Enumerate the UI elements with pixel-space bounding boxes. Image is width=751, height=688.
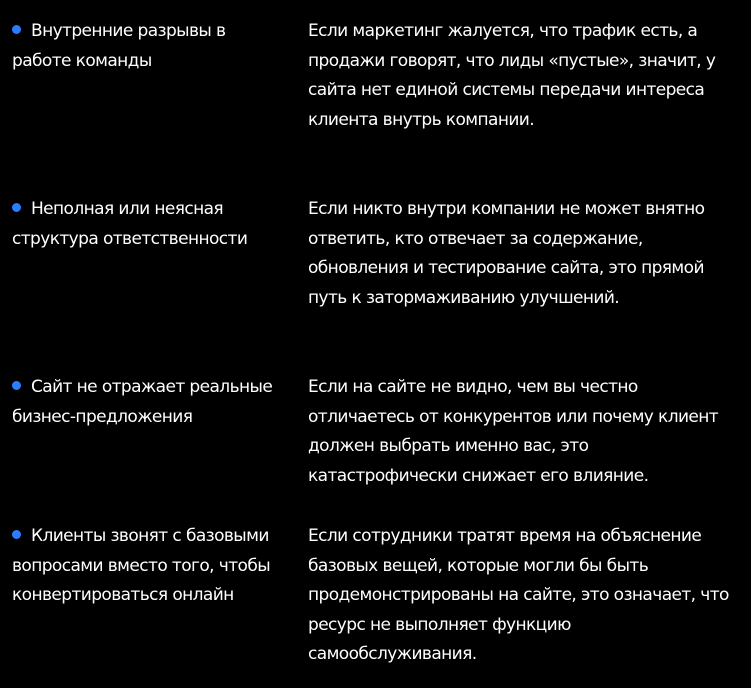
bullet-icon bbox=[12, 25, 21, 34]
problem-term bbox=[12, 522, 282, 611]
bullet-icon bbox=[12, 381, 21, 390]
bullet-icon bbox=[12, 530, 21, 539]
problem-term-text: Клиенты звонят с базовыми вопросами вместо того, чтобы конвертироваться онлайн bbox=[12, 526, 271, 605]
problem-term bbox=[12, 17, 282, 76]
problem-term bbox=[12, 373, 282, 432]
problem-term-text: Внутренние разрывы в работе команды bbox=[12, 21, 226, 71]
bullet-icon bbox=[12, 203, 21, 212]
problem-term bbox=[12, 195, 282, 254]
problem-term-text: Сайт не отражает реальные бизнес-предложения bbox=[12, 377, 273, 427]
problem-description: Если на сайте не видно, чем вы честно отличаетесь от конкурентов или почему клиент должен выбрать именно вас, это катастрофически снижает его влияние. bbox=[308, 377, 719, 486]
problem-description: Если маркетинг жалуется, что трафик есть, а продажи говорят, что лиды «пустые», значит, у сайта нет единой системы передачи интереса клиента внутрь компании. bbox=[308, 21, 716, 130]
problem-description: Если никто внутри компании не может внятно ответить, кто отвечает за содержание, обновления и тестирование сайта, это прямой путь к затормаживанию улучшений. bbox=[308, 199, 705, 308]
problem-description: Если сотрудники тратят время на объяснение базовых вещей, которые могли бы быть продемонстрированы на сайте, это означает, что ресурс не выполняет функцию самообслуживания. bbox=[308, 526, 729, 664]
problem-term-text: Неполная или неясная структура ответственности bbox=[12, 199, 248, 249]
